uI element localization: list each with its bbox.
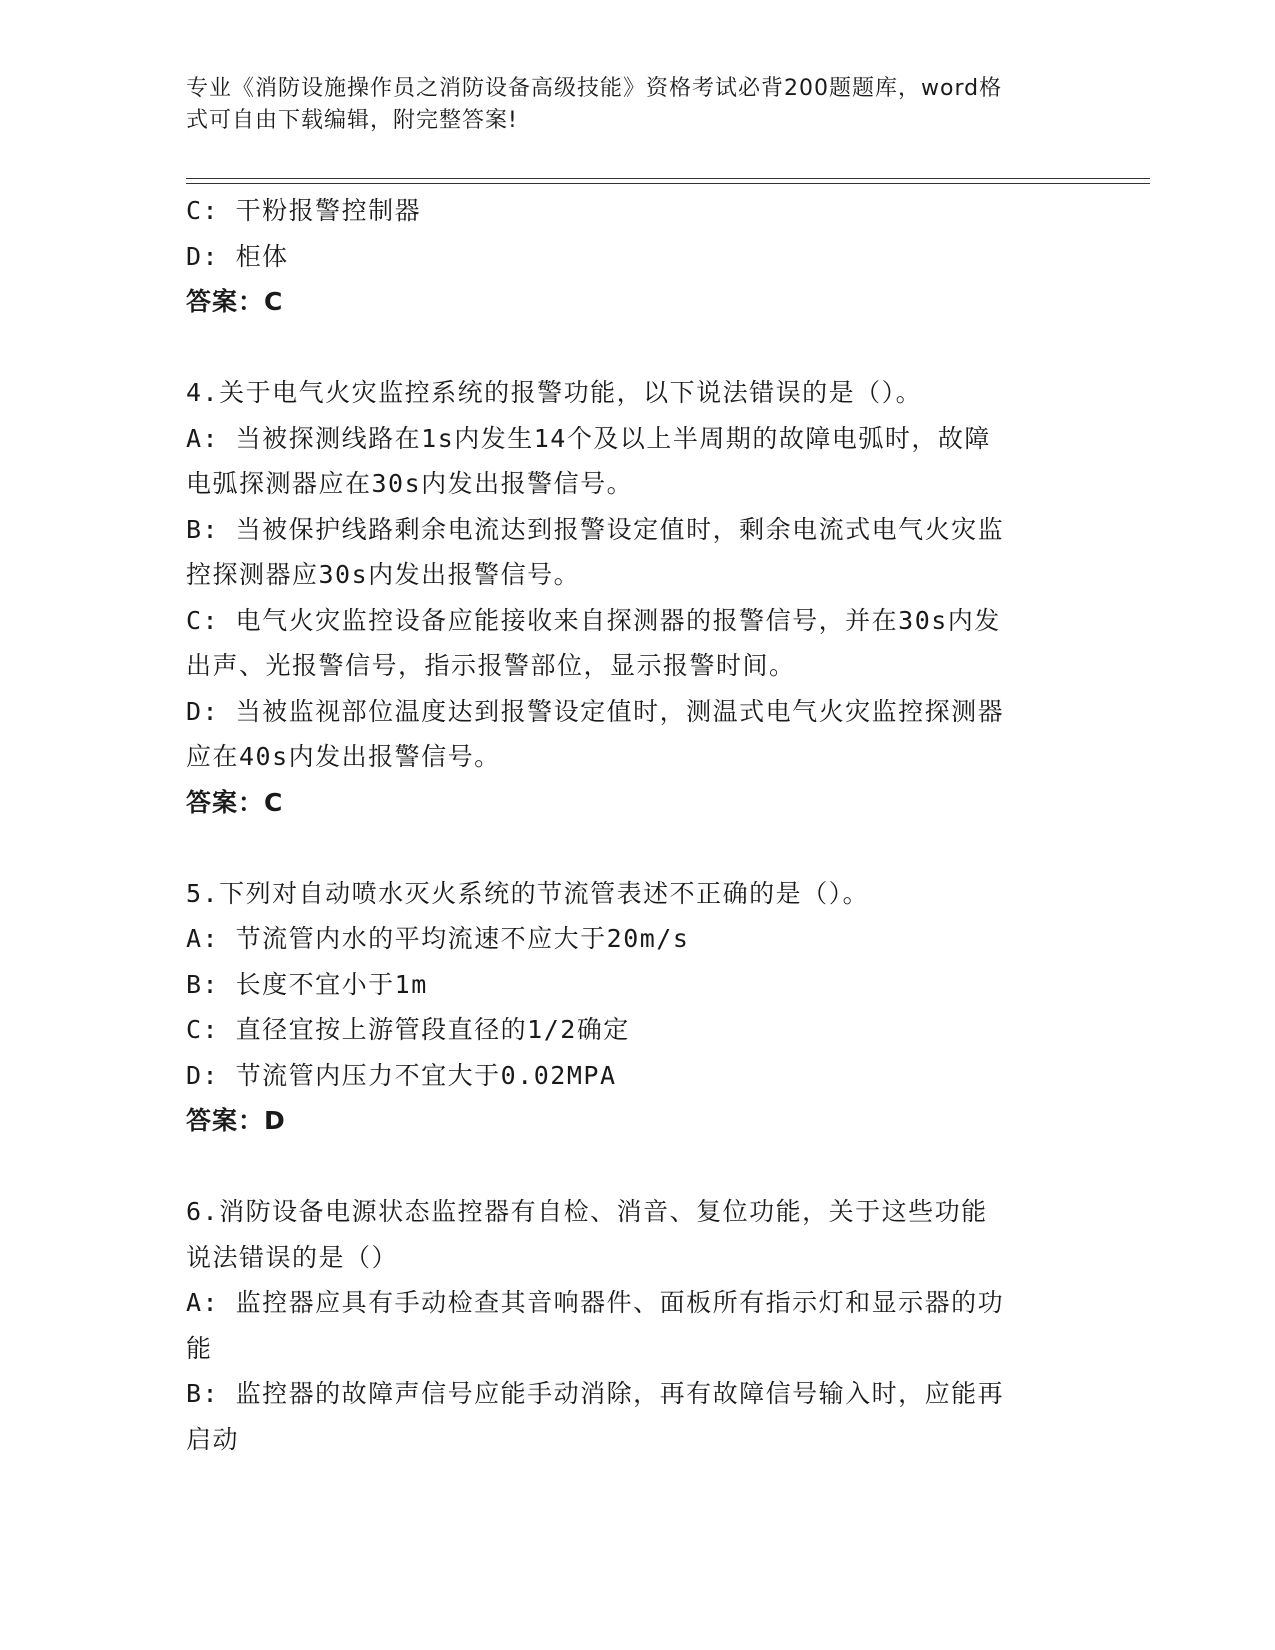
header-rule-bottom: [186, 183, 1150, 184]
option-a-line-1: A: 监控器应具有手动检查其音响器件、面板所有指示灯和显示器的功: [186, 1288, 1005, 1317]
option-b-line-2: 控探测器应30s内发出报警信号。: [186, 560, 581, 589]
spacer: [186, 825, 1086, 871]
question-text: 4.关于电气火灾监控系统的报警功能，以下说法错误的是（）。: [186, 378, 923, 407]
question-5-block: [186, 871, 1086, 1144]
option-b-line-2: 启动: [186, 1424, 240, 1454]
document-header: [186, 73, 1066, 137]
option-a-line-1: A: 当被探测线路在1s内发生14个及以上半周期的故障电弧时，故障: [186, 423, 991, 453]
option-c-line-2: 出声、光报警信号，指示报警部位，显示报警时间。: [186, 651, 796, 680]
option-b-line-1: B: 监控器的故障声信号应能手动消除，再有故障信号输入时，应能再: [186, 1379, 1005, 1408]
option-c: C: 干粉报警控制器: [186, 196, 422, 225]
answer: 答案：C: [186, 287, 284, 316]
header-line-1: 专业《消防设施操作员之消防设备高级技能》资格考试必背200题题库，word格: [186, 76, 1003, 101]
option-a: A: 节流管内水的平均流速不应大于20m/s: [186, 924, 690, 953]
option-c: C: 直径宜按上游管段直径的1/2确定: [186, 1015, 630, 1044]
option-b-line-1: B: 当被保护线路剩余电流达到报警设定值时，剩余电流式电气火灾监: [186, 514, 1005, 544]
question-text: 5.下列对自动喷水灭火系统的节流管表述不正确的是（）。: [186, 878, 870, 908]
header-rule-top: [186, 178, 1150, 179]
question-6-block: [186, 1189, 1086, 1462]
option-a-line-2: 电弧探测器应在30s内发出报警信号。: [186, 469, 634, 498]
question-text-line-2: 说法错误的是（）: [186, 1242, 399, 1272]
answer: 答案：D: [186, 1106, 286, 1135]
header-line-2: 式可自由下载编辑，附完整答案!: [186, 108, 518, 133]
document-body: [186, 188, 1086, 1462]
question-3-block: [186, 188, 1086, 325]
answer: 答案：C: [186, 787, 284, 817]
option-c-line-1: C: 电气火灾监控设备应能接收来自探测器的报警信号，并在30s内发: [186, 605, 1001, 635]
option-d: D: 柜体: [186, 241, 289, 271]
spacer: [186, 1144, 1086, 1190]
option-a-line-2: 能: [186, 1333, 213, 1363]
option-b: B: 长度不宜小于1m: [186, 969, 428, 999]
option-d-line-2: 应在40s内发出报警信号。: [186, 742, 501, 771]
option-d: D: 节流管内压力不宜大于0.02MPA: [186, 1060, 617, 1090]
question-4-block: [186, 370, 1086, 825]
spacer: [186, 325, 1086, 371]
option-d-line-1: D: 当被监视部位温度达到报警设定值时，测温式电气火灾监控探测器: [186, 696, 1005, 726]
question-text-line-1: 6.消防设备电源状态监控器有自检、消音、复位功能，关于这些功能: [186, 1197, 988, 1226]
